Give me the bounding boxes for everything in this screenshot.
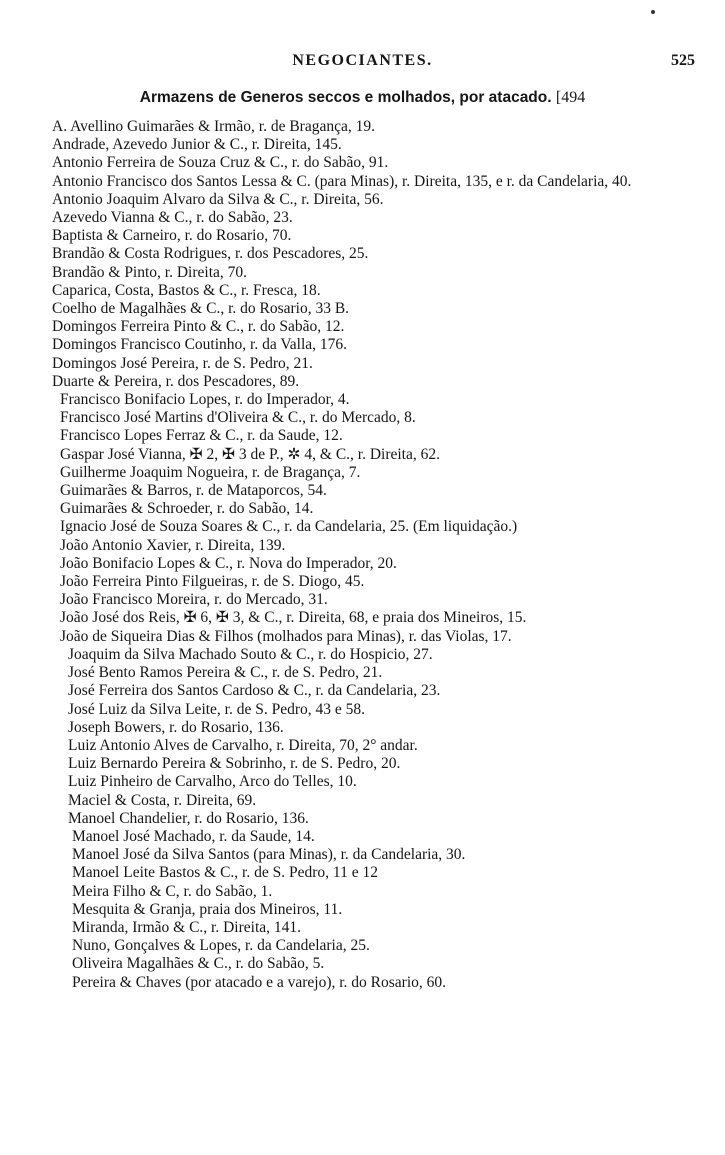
section-ref: [494: [555, 89, 586, 106]
list-item: Guilherme Joaquim Nogueira, r. de Bragança, 7.: [60, 463, 361, 481]
list-item: João Ferreira Pinto Filgueiras, r. de S. Diogo, 45.: [60, 573, 365, 591]
list-item: José Luiz da Silva Leite, r. de S. Pedro, 43 e 58.: [68, 700, 366, 718]
list-item: Manoel Leite Bastos & C., r. de S. Pedro, 11 e 12: [72, 864, 378, 882]
list-item: Francisco Lopes Ferraz & C., r. da Saude, 12.: [60, 427, 343, 445]
list-item: Caparica, Costa, Bastos & C., r. Fresca, 18.: [52, 281, 321, 299]
list-item: Ignacio José de Souza Soares & C., r. da Candelaria, 25. (Em liquidação.): [60, 518, 518, 536]
list-item: Azevedo Vianna & C., r. do Sabão, 23.: [52, 209, 293, 227]
page-mark: [651, 10, 655, 14]
list-item: João Antonio Xavier, r. Direita, 139.: [60, 536, 286, 554]
list-item: Manoel José da Silva Santos (para Minas), r. da Candelaria, 30.: [72, 846, 466, 864]
list-item: Domingos Ferreira Pinto & C., r. do Sabão, 12.: [52, 318, 345, 336]
list-item: Maciel & Costa, r. Direita, 69.: [68, 791, 257, 809]
list-item: João Francisco Moreira, r. do Mercado, 31.: [60, 591, 328, 609]
list-item: Mesquita & Granja, praia dos Mineiros, 11.: [72, 900, 343, 918]
list-item: Nuno, Gonçalves & Lopes, r. da Candelaria, 25.: [72, 937, 370, 955]
list-item: Joaquim da Silva Machado Souto & C., r. do Hospicio, 27.: [68, 645, 433, 663]
page-number: 525: [671, 52, 695, 69]
list-item: Miranda, Irmão & C., r. Direita, 141.: [72, 918, 302, 936]
list-item: João Bonifacio Lopes & C., r. Nova do Imperador, 20.: [60, 554, 397, 572]
section-title-text: Armazens de Generos seccos e molhados, por atacado.: [139, 89, 552, 106]
list-item: Manoel José Machado, r. da Saude, 14.: [72, 827, 315, 845]
list-item: João José dos Reis, ✠ 6, ✠ 3, & C., r. Direita, 68, e praia dos Mineiros, 15.: [60, 609, 527, 627]
list-item: José Ferreira dos Santos Cardoso & C., r. da Candelaria, 23.: [68, 682, 441, 700]
list-item: Domingos José Pereira, r. de S. Pedro, 21.: [52, 354, 313, 372]
list-item: Francisco José Martins d'Oliveira & C., r. do Mercado, 8.: [60, 409, 416, 427]
running-title: NEGOCIANTES.: [292, 52, 433, 69]
section-title: [0, 89, 725, 107]
list-item: Gaspar José Vianna, ✠ 2, ✠ 3 de P., ✲ 4, & C., r. Direita, 62.: [60, 445, 440, 463]
list-item: Luiz Pinheiro de Carvalho, Arco do Telles, 10.: [68, 773, 357, 791]
list-item: Coelho de Magalhães & C., r. do Rosario, 33 B.: [52, 300, 350, 318]
list-item: Antonio Joaquim Alvaro da Silva & C., r. Direita, 56.: [52, 190, 384, 208]
list-item: Domingos Francisco Coutinho, r. da Valla, 176.: [52, 336, 348, 354]
list-item: Luiz Bernardo Pereira & Sobrinho, r. de S. Pedro, 20.: [68, 755, 401, 773]
list-item: Guimarães & Schroeder, r. do Sabão, 14.: [60, 500, 314, 518]
list-item: José Bento Ramos Pereira & C., r. de S. Pedro, 21.: [68, 664, 383, 682]
list-item: Guimarães & Barros, r. de Mataporcos, 54.: [60, 482, 327, 500]
list-item: João de Siqueira Dias & Filhos (molhados para Minas), r. das Violas, 17.: [60, 627, 512, 645]
list-item: A. Avellino Guimarães & Irmão, r. de Bragança, 19.: [52, 118, 375, 135]
list-item: Brandão & Costa Rodrigues, r. dos Pescadores, 25.: [52, 245, 369, 263]
list-item: Pereira & Chaves (por atacado e a varejo), r. do Rosario, 60.: [72, 973, 447, 991]
list-item: Baptista & Carneiro, r. do Rosario, 70.: [52, 227, 292, 245]
entry-list: [52, 118, 697, 992]
list-item: Brandão & Pinto, r. Direita, 70.: [52, 263, 248, 281]
list-item: Oliveira Magalhães & C., r. do Sabão, 5.: [72, 955, 325, 973]
list-item: Andrade, Azevedo Junior & C., r. Direita, 145.: [52, 136, 342, 154]
list-item: Antonio Ferreira de Souza Cruz & C., r. do Sabão, 91.: [52, 154, 389, 172]
list-item: Antonio Francisco dos Santos Lessa & C. (para Minas), r. Direita, 135, e r. da Candelaria, 40.: [52, 172, 632, 190]
list-item: Francisco Bonifacio Lopes, r. do Imperador, 4.: [60, 391, 350, 409]
list-item: Luiz Antonio Alves de Carvalho, r. Direita, 70, 2° andar.: [68, 736, 418, 754]
list-item: Joseph Bowers, r. do Rosario, 136.: [68, 718, 284, 736]
list-item: Duarte & Pereira, r. dos Pescadores, 89.: [52, 372, 300, 390]
page-header: [0, 52, 725, 72]
list-item: Manoel Chandelier, r. do Rosario, 136.: [68, 809, 309, 827]
list-item: Meira Filho & C, r. do Sabão, 1.: [72, 882, 273, 900]
